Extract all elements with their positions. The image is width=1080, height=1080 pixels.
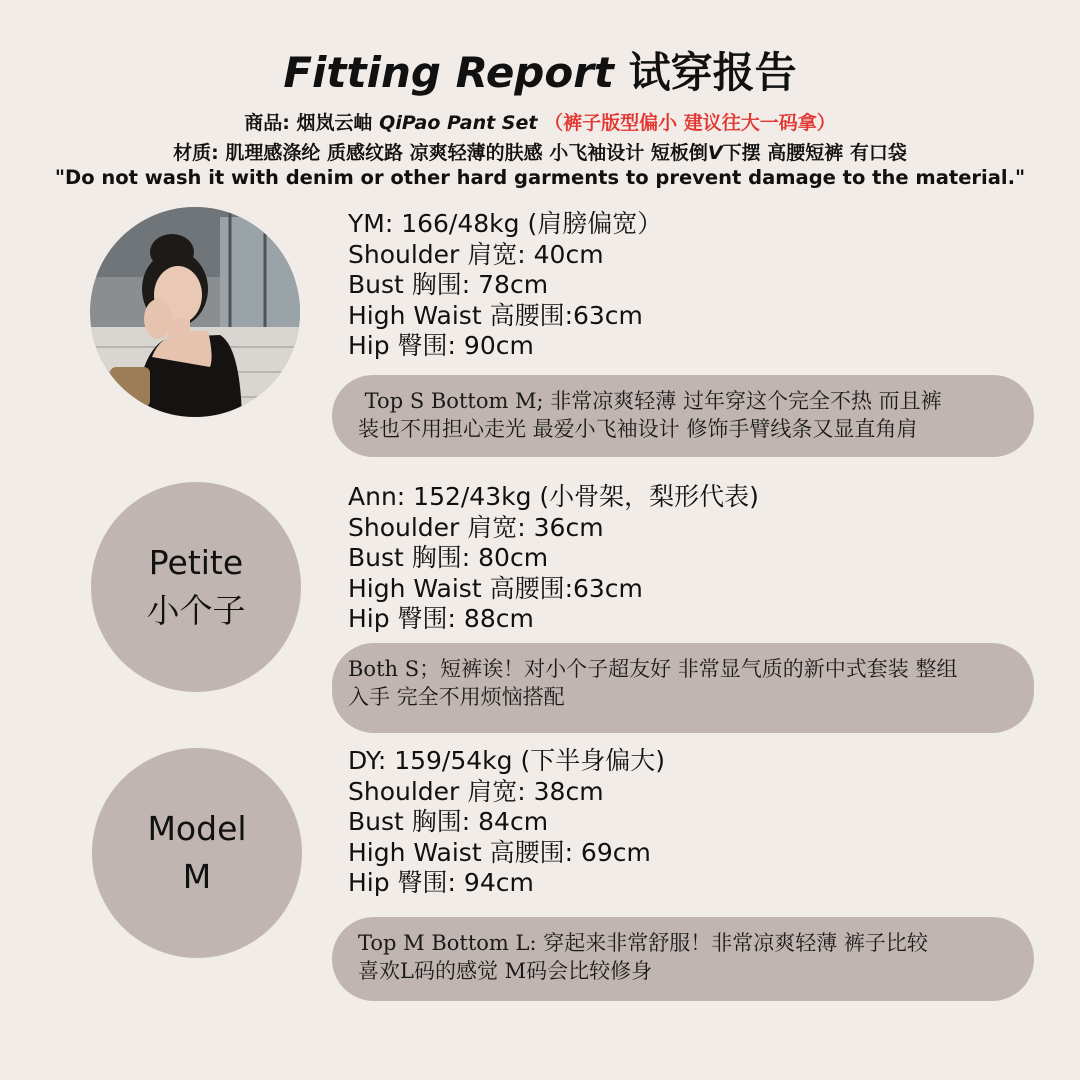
avatar-label: M <box>182 857 212 896</box>
high-waist-measurement: High Waist 高腰围: 69cm <box>348 837 651 867</box>
portrait-photo-icon <box>90 207 300 417</box>
model-name-height-weight: YM: 166/48kg (肩膀偏宽） <box>348 209 663 238</box>
material-v: V <box>707 142 723 164</box>
avatar-label: Petite <box>148 543 244 582</box>
high-waist-measurement: High Waist 高腰围:63cm <box>348 300 643 330</box>
comment-line: Top S Bottom M; 非常凉爽轻薄 过年穿这个完全不热 而且裤 <box>358 389 942 413</box>
hip-measurement: Hip 臀围: 88cm <box>348 604 534 633</box>
high-waist-measurement: High Waist 高腰围:63cm <box>348 573 643 603</box>
bust-measurement: Bust 胸围: 84cm <box>348 807 549 836</box>
hip-measurement: Hip 臀围: 94cm <box>348 868 534 897</box>
shoulder-measurement: Shoulder 肩宽: 36cm <box>348 512 604 542</box>
comment-line: 喜欢L码的感觉 M码会比较修身 <box>358 959 653 983</box>
shoulder-measurement: Shoulder 肩宽: 38cm <box>348 776 604 806</box>
title-chinese: 试穿报告 <box>628 48 797 97</box>
product-label: 商品: <box>244 112 290 134</box>
material-text-2: 下摆 高腰短裤 有口袋 <box>722 142 907 164</box>
hip-measurement: Hip 臀围: 90cm <box>348 331 534 360</box>
material-line <box>0 138 1080 165</box>
model-m-avatar <box>92 748 302 958</box>
material-label: 材质: <box>173 142 219 164</box>
product-line <box>0 108 1080 135</box>
model-3-measurements <box>348 746 665 899</box>
model-3-comment-bubble <box>332 917 1034 1001</box>
model-2-comment-bubble <box>332 643 1034 733</box>
material-text: 肌理感涤纶 质感纹路 凉爽轻薄的肤感 小飞袖设计 短板倒 <box>225 142 708 164</box>
title-english: Fitting Report <box>283 48 615 97</box>
product-name-en: QiPao Pant Set <box>379 112 538 134</box>
bust-measurement: Bust 胸围: 80cm <box>348 543 549 572</box>
petite-avatar <box>91 482 301 692</box>
shoulder-measurement: Shoulder 肩宽: 40cm <box>348 239 604 269</box>
comment-line: Both S；短裤诶！对小个子超友好 非常显气质的新中式套装 整组 <box>348 657 958 681</box>
product-size-note: （裤子版型偏小 建议往大一码拿） <box>544 112 836 134</box>
model-2-measurements <box>348 482 759 635</box>
comment-line: 入手 完全不用烦恼搭配 <box>348 685 565 709</box>
avatar-label: 小个子 <box>146 591 246 630</box>
model-1-measurements <box>348 209 662 362</box>
comment-line: 装也不用担心走光 最爱小飞袖设计 修饰手臂线条又显直角肩 <box>358 417 918 441</box>
model-name-height-weight: DY: 159/54kg (下半身偏大) <box>348 746 665 775</box>
bust-measurement: Bust 胸围: 78cm <box>348 270 549 299</box>
avatar-label: Model <box>147 809 247 848</box>
care-note: "Do not wash it with denim or other hard garments to prevent damage to the material." <box>54 166 1026 189</box>
comment-line: Top M Bottom L: 穿起来非常舒服！非常凉爽轻薄 裤子比较 <box>358 931 928 955</box>
model-name-height-weight: Ann: 152/43kg (小骨架，梨形代表) <box>348 482 759 511</box>
model-1-comment-bubble <box>332 375 1034 457</box>
model-photo-avatar <box>90 207 300 417</box>
product-name: 烟岚云岫 <box>296 112 373 134</box>
page-title <box>0 40 1080 100</box>
